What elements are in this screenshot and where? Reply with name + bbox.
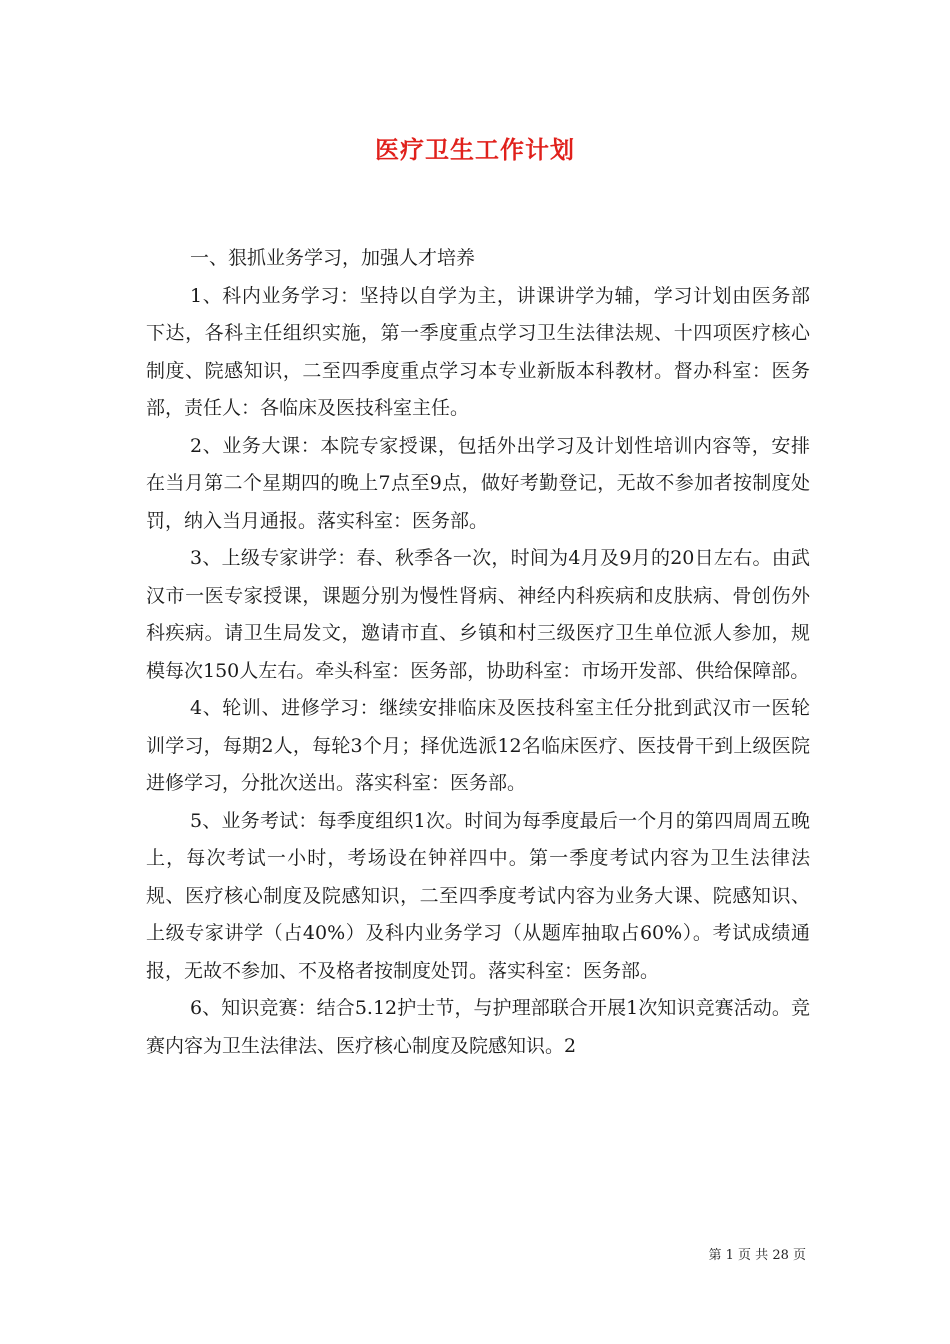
paragraph-1: 1、科内业务学习：坚持以自学为主，讲课讲学为辅，学习计划由医务部下达，各科主任组织实施，第一季度重点学习卫生法律法规、十四项医疗核心制度、院感知识，二至四季度重点学习本专业新版本科教材。督办科室：医务部，责任人：各临床及医技科室主任。 [146, 284, 810, 419]
paragraph-6: 6、知识竞赛：结合5.12护士节，与护理部联合开展1次知识竞赛活动。竞赛内容为卫生法律法、医疗核心制度及院感知识。2 [146, 997, 810, 1057]
document-title: 医疗卫生工作计划 [375, 135, 575, 164]
section-heading: 一、狠抓业务学习，加强人才培养 [190, 247, 476, 269]
paragraph-3: 3、上级专家讲学：春、秋季各一次，时间为4月及9月的20日左右。由武汉市一医专家授课，课题分别为慢性肾病、神经内科疾病和皮肤病、骨创伤外科疾病。请卫生局发文，邀请市直、乡镇和村三级医疗卫生单位派人参加，规模每次150人左右。牵头科室：医务部，协助科室：市场开发部、供给保障部。 [146, 547, 810, 682]
paragraph-5: 5、业务考试：每季度组织1次。时间为每季度最后一个月的第四周周五晚上，每次考试一小时，考场设在钟祥四中。第一季度考试内容为卫生法律法规、医疗核心制度及院感知识，二至四季度考试内容为业务大课、院感知识、上级专家讲学（占40%）及科内业务学习（从题库抽取占60%）。考试成绩通报，无故不参加、不及格者按制度处罚。落实科室：医务部。 [146, 809, 810, 982]
document-body [146, 240, 810, 1065]
page-number: 第 1 页 共 28 页 [708, 1248, 806, 1263]
paragraph-4: 4、轮训、进修学习：继续安排临床及医技科室主任分批到武汉市一医轮训学习，每期2人，每轮3个月；择优选派12名临床医疗、医技骨干到上级医院进修学习，分批次送出。落实科室：医务部。 [146, 697, 810, 794]
paragraph-2: 2、业务大课：本院专家授课，包括外出学习及计划性培训内容等，安排在当月第二个星期四的晚上7点至9点，做好考勤登记，无故不参加者按制度处罚，纳入当月通报。落实科室：医务部。 [146, 434, 810, 532]
